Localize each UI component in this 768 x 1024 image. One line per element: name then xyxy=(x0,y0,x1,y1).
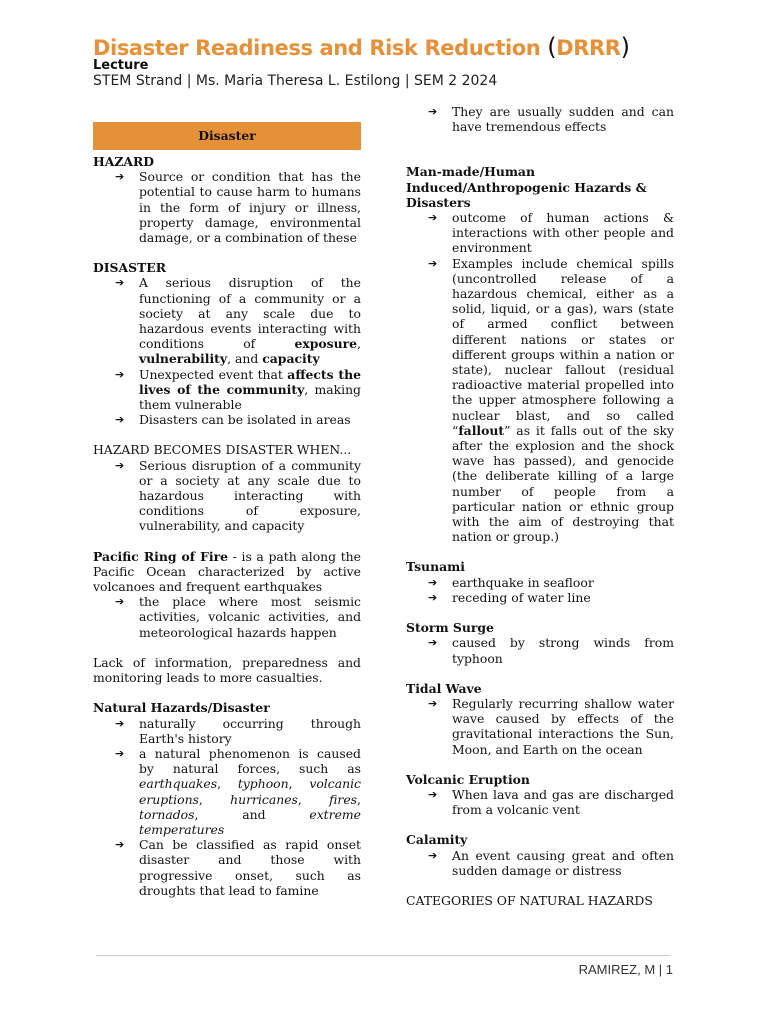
list-item: ➔ Source or condition that has the potential to cause harm to humans in the form of injury or illness, property damage, environmental damage, or a combination of these xyxy=(115,169,361,245)
list-item: ➔ earthquake in seafloor xyxy=(428,575,674,590)
tidal-wave-heading: Tidal Wave xyxy=(406,680,482,696)
becomes-heading: HAZARD BECOMES DISASTER WHEN... xyxy=(93,442,352,458)
natural-list xyxy=(115,716,361,898)
term: earthquakes xyxy=(139,776,218,792)
list-item: ➔ Serious disruption of a community or a society at any scale due to hazardous interacting with conditions of exposure, vulnerability, and capacity xyxy=(115,458,361,534)
term-exposure: exposure xyxy=(294,336,358,352)
term-ring-of-fire: Pacific Ring of Fire xyxy=(93,548,229,564)
term-fallout: fallout xyxy=(458,422,505,438)
list-item: ➔ An event causing great and often sudden damage or distress xyxy=(428,848,674,878)
list-item: ➔ Disasters can be isolated in areas xyxy=(115,412,361,427)
term: tornados xyxy=(139,806,195,822)
paren-close: ) xyxy=(620,33,630,61)
storm-surge-heading: Storm Surge xyxy=(406,620,494,636)
lack-paragraph: Lack of information, preparedness and monitoring leads to more casualties. xyxy=(93,654,361,686)
text-run: , xyxy=(198,791,231,807)
text-run: Examples include chemical spills (uncontrolled release of a hazardous chemical, either as a solid, liquid, or a gas), wars (state of armed conflict between different nations or states or different groups within a nation or state), nuclear fallout (residual radioactive material propelled into the upper atmosphere following a nuclear blast, and so called “ xyxy=(452,255,674,438)
manmade-heading: Man-made/Human Induced/Anthropogenic Hazards & Disasters xyxy=(406,164,647,210)
list-item: ➔ caused by strong winds from typhoon xyxy=(428,635,674,665)
tsunami-heading: Tsunami xyxy=(406,559,465,575)
text-run: a natural phenomenon is caused by natural forces, such as xyxy=(139,745,361,777)
term: hurricanes xyxy=(230,791,298,807)
text-run: , and xyxy=(194,806,310,822)
term-affects: affects the lives of the community xyxy=(139,366,361,397)
tsunami-list xyxy=(428,575,674,605)
text-run: - is a path along the Pacific Ocean characterized by active volcanoes and frequent earthquakes xyxy=(93,548,361,595)
categories-heading: CATEGORIES OF NATURAL HAZARDS xyxy=(406,892,653,908)
term: volcanic eruptions xyxy=(139,776,361,807)
volcanic-eruption-list xyxy=(428,787,674,817)
footer-divider xyxy=(96,955,670,956)
right-column xyxy=(406,104,674,908)
becomes-list xyxy=(115,458,361,534)
document-subtitle: Lecture xyxy=(93,58,149,73)
term: extreme temperatures xyxy=(139,806,361,837)
text-run: , xyxy=(357,791,361,807)
text-run: , xyxy=(357,336,361,352)
list-item xyxy=(115,275,361,366)
calamity-list xyxy=(428,848,674,878)
list-item: ➔ the place where most seismic activities, volcanic activities, and meteorological hazards happen xyxy=(115,594,361,640)
calamity-heading: Calamity xyxy=(406,832,468,848)
text-run: , making them vulnerable xyxy=(139,381,361,413)
hazard-list xyxy=(115,169,361,245)
natural-list-continued xyxy=(428,104,674,134)
tidal-wave-list xyxy=(428,696,674,757)
list-item xyxy=(115,367,361,413)
text-run: Unexpected event that xyxy=(139,366,288,382)
text-run: ” as it falls out of the sky after the explosion and the shock wave has passed), and genocide (the deliberate killing of a large number of people from a particular nation or ethnic group with the aim of destroying that nation or group.) xyxy=(452,422,674,545)
text-run: , xyxy=(297,791,330,807)
term-vulnerability: vulnerability xyxy=(139,351,228,367)
storm-surge-list xyxy=(428,635,674,665)
list-item: ➔ They are usually sudden and can have tremendous effects xyxy=(428,104,674,134)
page-footer: RAMIREZ, M | 1 xyxy=(578,962,673,977)
document-meta: STEM Strand | Ms. Maria Theresa L. Estilong | SEM 2 2024 xyxy=(93,73,498,89)
list-item: ➔ Regularly recurring shallow water wave caused by effects of the gravitational interactions the Sun, Moon, and Earth on the ocean xyxy=(428,696,674,757)
ring-list xyxy=(115,594,361,640)
title-text: Disaster Readiness and Risk Reduction xyxy=(93,36,541,60)
manmade-list xyxy=(428,210,674,544)
list-item: ➔ outcome of human actions & interactions with other people and environment xyxy=(428,210,674,256)
term-capacity: capacity xyxy=(262,351,320,367)
term: typhoon xyxy=(237,776,289,792)
list-item: ➔ receding of water line xyxy=(428,590,674,605)
text-run: , xyxy=(288,776,310,792)
disaster-list xyxy=(115,275,361,427)
title-acronym: DRRR xyxy=(556,36,621,60)
text-run: A serious disruption of the functioning of a community or a society at any scale due to hazardous events interacting with conditions of xyxy=(139,275,361,352)
left-column xyxy=(93,104,361,898)
text-run: , and xyxy=(227,351,263,367)
list-item xyxy=(115,746,361,837)
list-item: ➔ naturally occurring through Earth's history xyxy=(115,716,361,746)
volcanic-eruption-heading: Volcanic Eruption xyxy=(406,771,530,787)
disaster-heading: DISASTER xyxy=(93,260,167,276)
text-run: , xyxy=(217,776,238,792)
paren-open: ( xyxy=(547,33,557,61)
term: fires xyxy=(329,791,358,807)
hazard-heading: HAZARD xyxy=(93,154,155,169)
natural-heading: Natural Hazards/Disaster xyxy=(93,700,270,716)
document-title xyxy=(93,33,630,61)
section-banner: Disaster xyxy=(93,122,361,150)
ring-of-fire-paragraph xyxy=(93,549,361,595)
list-item: ➔ When lava and gas are discharged from a volcanic vent xyxy=(428,787,674,817)
list-item xyxy=(428,256,674,545)
list-item: ➔ Can be classified as rapid onset disaster and those with progressive onset, such as droughts that lead to famine xyxy=(115,837,361,898)
